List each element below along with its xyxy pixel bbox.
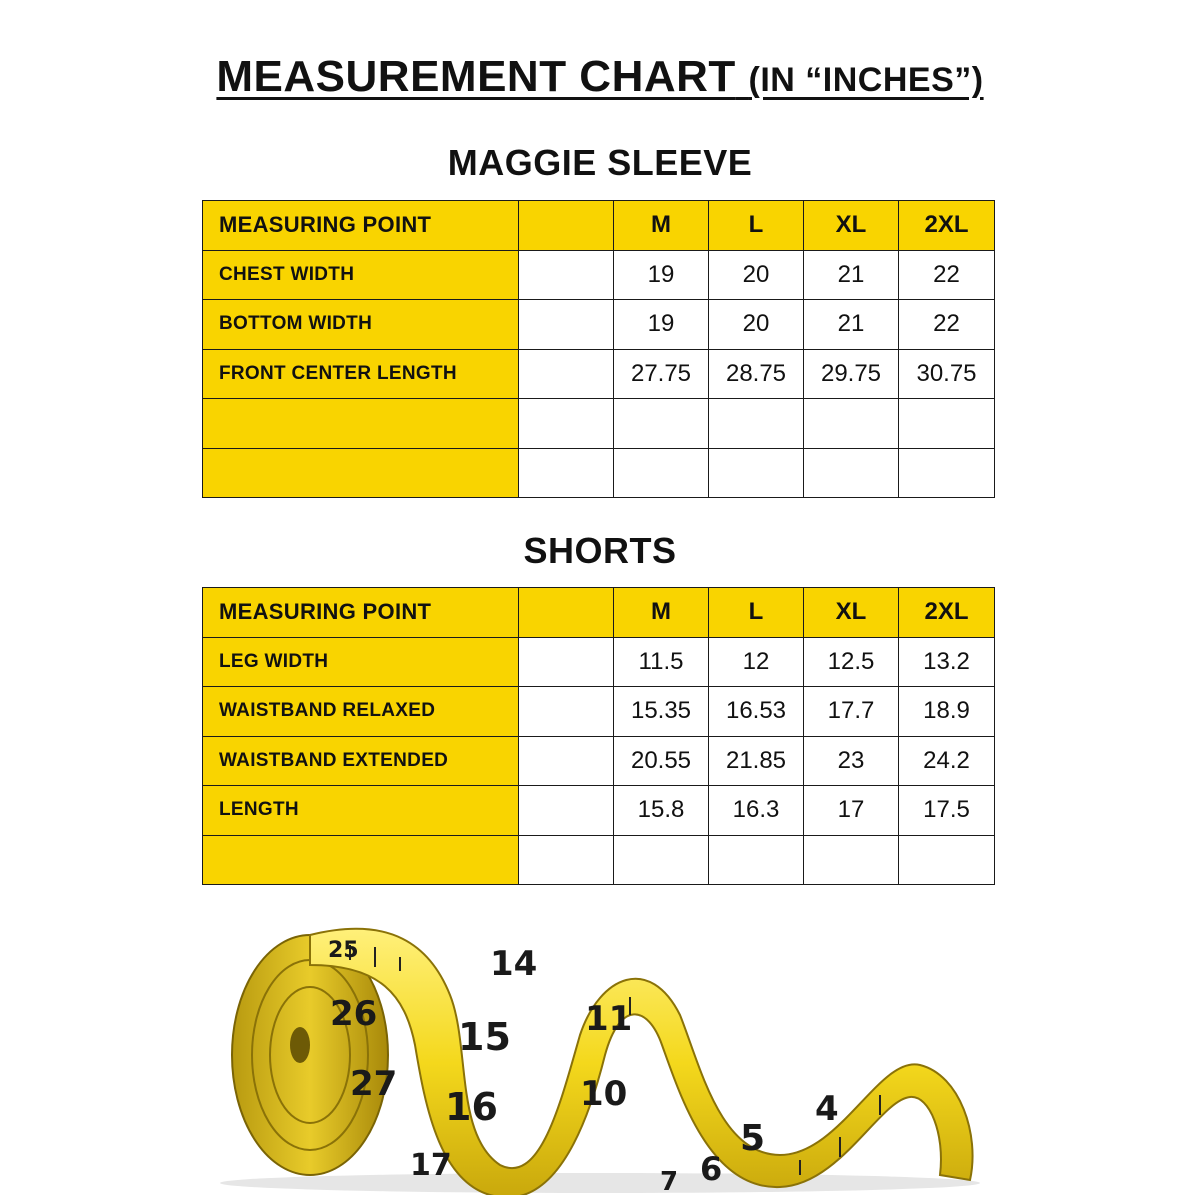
header-gap-cell — [519, 201, 614, 251]
table-row — [203, 448, 995, 498]
value-cell: 20.55 — [614, 736, 709, 786]
tape-number: 10 — [580, 1074, 628, 1114]
gap-cell — [519, 399, 614, 449]
table-row — [203, 687, 995, 737]
tape-number: 7 — [660, 1167, 679, 1195]
tape-number: 15 — [458, 1015, 511, 1059]
value-cell: 22 — [899, 250, 995, 300]
value-cell — [804, 835, 899, 885]
value-cell: 12.5 — [804, 637, 899, 687]
value-cell — [804, 399, 899, 449]
section-title-shorts: SHORTS — [523, 530, 677, 571]
value-cell: 21.85 — [709, 736, 804, 786]
value-cell — [899, 448, 995, 498]
value-cell — [899, 835, 995, 885]
tape-number: 16 — [445, 1085, 498, 1129]
gap-cell — [519, 786, 614, 836]
value-cell: 20 — [709, 250, 804, 300]
table-header-row — [203, 588, 995, 638]
section-title-maggie-sleeve: MAGGIE SLEEVE — [447, 142, 753, 183]
value-cell — [614, 399, 709, 449]
size-header-2xl: 2XL — [899, 588, 995, 638]
tape-number: 4 — [815, 1089, 839, 1129]
value-cell — [709, 448, 804, 498]
size-header-l: L — [709, 201, 804, 251]
shorts-table — [202, 587, 995, 885]
value-cell: 21 — [804, 300, 899, 350]
gap-cell — [519, 835, 614, 885]
gap-cell — [519, 736, 614, 786]
table-row — [203, 835, 995, 885]
value-cell: 29.75 — [804, 349, 899, 399]
table-row — [203, 637, 995, 687]
value-cell: 16.3 — [709, 786, 804, 836]
table-row — [203, 736, 995, 786]
value-cell: 30.75 — [899, 349, 995, 399]
row-label: WAISTBAND EXTENDED — [203, 736, 519, 786]
header-gap-cell — [519, 588, 614, 638]
size-header-m: M — [614, 201, 709, 251]
maggie-sleeve-table — [202, 200, 995, 498]
tape-number: 27 — [350, 1064, 398, 1104]
gap-cell — [519, 687, 614, 737]
value-cell: 12 — [709, 637, 804, 687]
row-label: CHEST WIDTH — [203, 250, 519, 300]
gap-cell — [519, 300, 614, 350]
row-label: LEG WIDTH — [203, 637, 519, 687]
table-row — [203, 786, 995, 836]
table-row — [203, 250, 995, 300]
value-cell: 28.75 — [709, 349, 804, 399]
row-label — [203, 835, 519, 885]
value-cell: 22 — [899, 300, 995, 350]
value-cell: 21 — [804, 250, 899, 300]
measuring-tape-icon — [200, 905, 1000, 1195]
value-cell: 23 — [804, 736, 899, 786]
value-cell — [614, 448, 709, 498]
value-cell: 13.2 — [899, 637, 995, 687]
value-cell — [614, 835, 709, 885]
size-header-l: L — [709, 588, 804, 638]
gap-cell — [519, 448, 614, 498]
value-cell: 17.7 — [804, 687, 899, 737]
tape-number: 14 — [490, 944, 538, 984]
value-cell: 17.5 — [899, 786, 995, 836]
tape-number: 25 — [328, 938, 359, 963]
size-header-2xl: 2XL — [899, 201, 995, 251]
value-cell: 11.5 — [614, 637, 709, 687]
value-cell: 16.53 — [709, 687, 804, 737]
table-row — [203, 349, 995, 399]
gap-cell — [519, 250, 614, 300]
row-label: LENGTH — [203, 786, 519, 836]
value-cell: 27.75 — [614, 349, 709, 399]
title-unit: (IN “INCHES”) — [748, 61, 984, 99]
row-label: BOTTOM WIDTH — [203, 300, 519, 350]
value-cell: 19 — [614, 250, 709, 300]
table-row — [203, 399, 995, 449]
value-cell: 15.35 — [614, 687, 709, 737]
header-label: MEASURING POINT — [203, 588, 519, 638]
row-label: WAISTBAND RELAXED — [203, 687, 519, 737]
value-cell — [709, 835, 804, 885]
size-header-m: M — [614, 588, 709, 638]
tape-number: 5 — [740, 1118, 766, 1159]
value-cell: 19 — [614, 300, 709, 350]
tape-number: 11 — [585, 999, 633, 1039]
title-main: MEASUREMENT CHART — [216, 52, 736, 101]
value-cell: 20 — [709, 300, 804, 350]
value-cell: 24.2 — [899, 736, 995, 786]
value-cell: 18.9 — [899, 687, 995, 737]
value-cell — [709, 399, 804, 449]
tape-number: 26 — [330, 994, 378, 1034]
tape-number: 17 — [410, 1148, 452, 1183]
value-cell — [899, 399, 995, 449]
value-cell: 17 — [804, 786, 899, 836]
value-cell: 15.8 — [614, 786, 709, 836]
gap-cell — [519, 637, 614, 687]
table-row — [203, 300, 995, 350]
row-label — [203, 448, 519, 498]
header-label: MEASURING POINT — [203, 201, 519, 251]
tape-number: 6 — [700, 1150, 723, 1188]
value-cell — [804, 448, 899, 498]
page-title — [0, 52, 1200, 102]
size-header-xl: XL — [804, 201, 899, 251]
row-label: FRONT CENTER LENGTH — [203, 349, 519, 399]
gap-cell — [519, 349, 614, 399]
table-header-row — [203, 201, 995, 251]
row-label — [203, 399, 519, 449]
size-header-xl: XL — [804, 588, 899, 638]
